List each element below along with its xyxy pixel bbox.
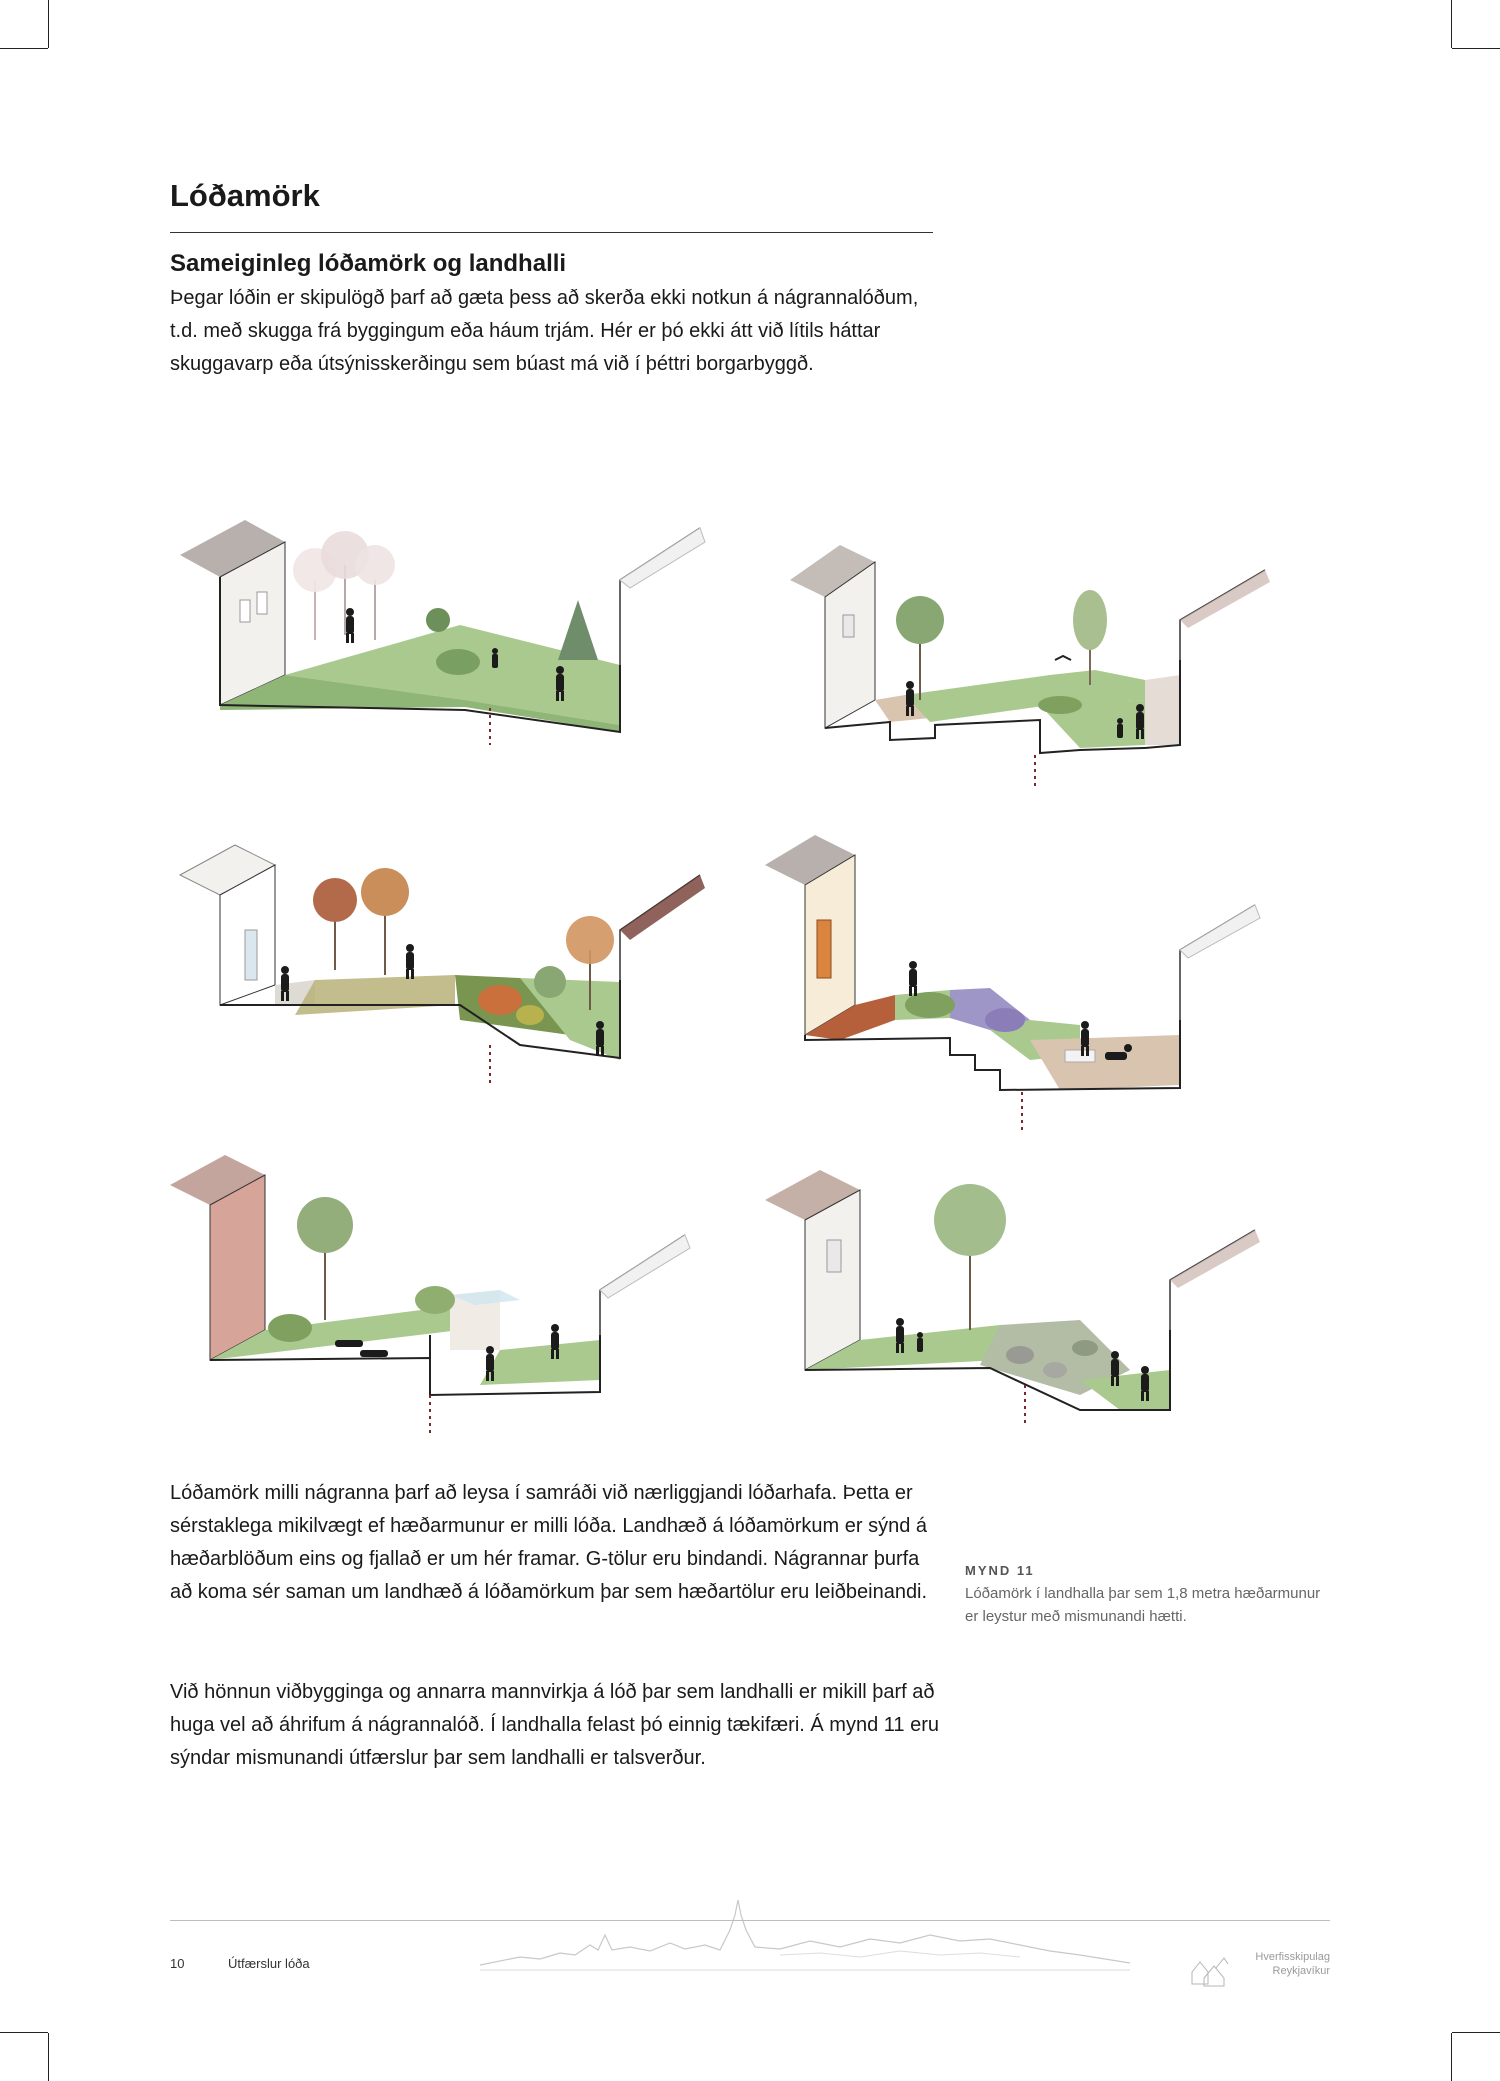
crop-mark — [0, 48, 48, 49]
intro-paragraph: Þegar lóðin er skipulögð þarf að gæta þess að skerða ekki notkun á nágrannalóðum, t.d. með skugga frá byggingum eða háum trjám. Hér er þó ekki átt við lítils háttar skuggavarp eða útsýnisskerðingu sem búast má við í þéttri borgarbyggð. — [170, 287, 919, 375]
body-paragraph-2: Við hönnun viðbygginga og annarra mannvirkja á lóð þar sem landhalli er mikill þarf að huga vel að áhrifum á nágrannalóð. Í landhalla felast þó einnig tækifæri. Á mynd 11 eru sýndar mismunandi útfærslur þar sem landhalli er talsverður. — [170, 1681, 939, 1769]
section-panel-5 — [170, 1155, 690, 1435]
section-panel-6 — [765, 1170, 1260, 1425]
page-number: 10 — [170, 1956, 185, 1971]
crop-mark — [1451, 2033, 1452, 2081]
section-panel-4 — [765, 835, 1260, 1130]
crop-mark — [48, 0, 49, 48]
crop-mark — [1452, 48, 1500, 49]
logo-line-1: Hverfisskipulag — [1255, 1951, 1330, 1963]
body-paragraph-1: Lóðamörk milli nágranna þarf að leysa í samráði við nærliggjandi lóðarhafa. Þetta er sérstaklega mikilvægt ef hæðarmunur er milli lóða. Landhæð á lóðamörkum er sýnd á hæðarblöðum eins og fjallað er um hér framar. G-tölur eru bindandi. Nágrannar þurfa að koma sér saman um landhæð á lóðamörkum þar sem hæðartölur eru leiðbeinandi. — [170, 1482, 928, 1603]
section-panel-2 — [790, 545, 1270, 790]
logo-text — [1230, 1950, 1330, 1978]
crop-mark — [1451, 0, 1452, 48]
footer-section-title: Útfærslur lóða — [228, 1956, 310, 1971]
section-panel-1 — [180, 520, 705, 745]
crop-mark — [48, 2033, 49, 2081]
caption-label: MYND 11 — [965, 1563, 1035, 1578]
page-title: Lóðamörk — [170, 178, 320, 213]
section-subtitle: Sameiginleg lóðamörk og landhalli — [170, 250, 567, 277]
logo-line-2: Reykjavíkur — [1272, 1965, 1330, 1977]
caption-text: Lóðamörk í landhalla þar sem 1,8 metra hæðarmunur er leystur með mismunandi hætti. — [965, 1585, 1321, 1625]
figure-slope-sections — [160, 500, 1360, 1440]
crop-mark — [0, 2032, 48, 2033]
footer-divider — [170, 1920, 1330, 1921]
crop-mark — [1452, 2032, 1500, 2033]
skyline-illustration — [480, 1895, 1130, 1975]
title-divider — [170, 232, 933, 233]
figure-caption — [965, 1563, 1335, 1628]
section-panel-3 — [180, 845, 705, 1085]
